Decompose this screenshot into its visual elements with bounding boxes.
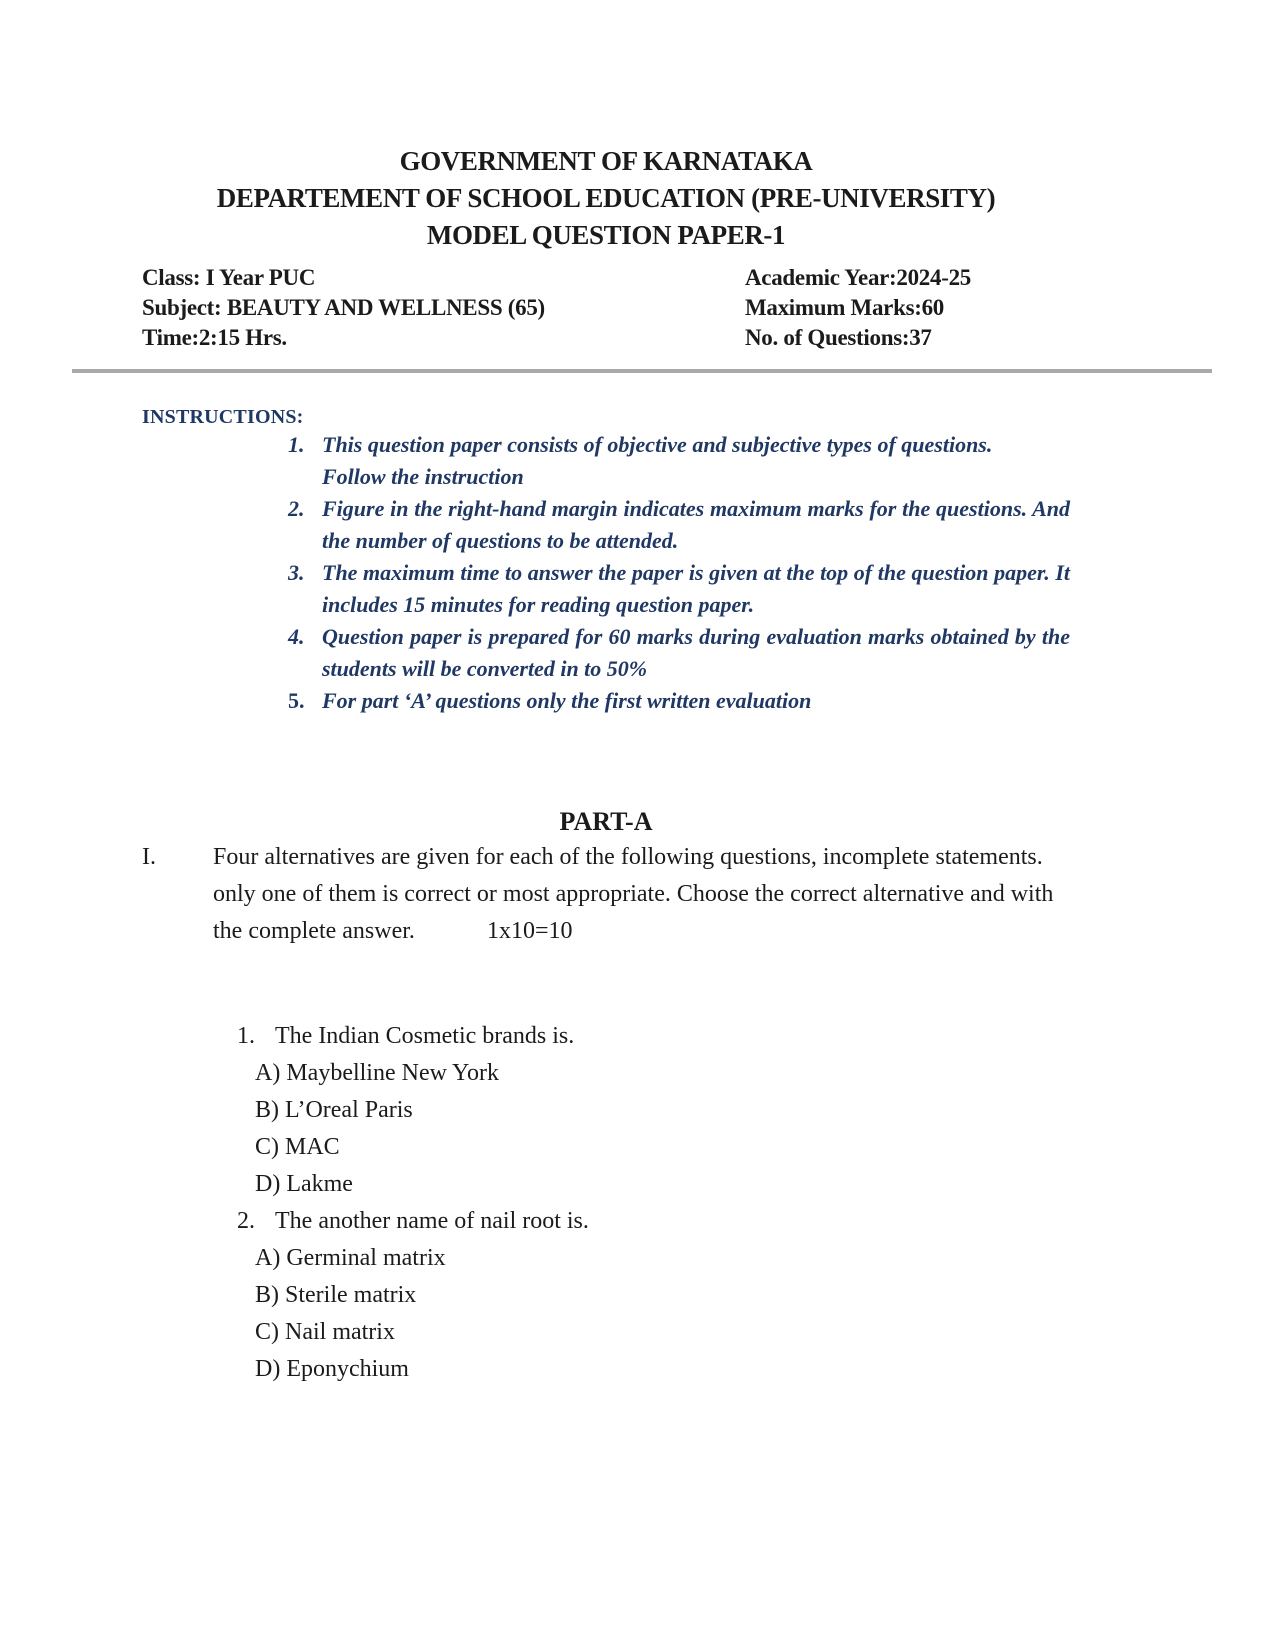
question-count-label: No. of Questions:37 bbox=[745, 325, 932, 350]
instructions-section bbox=[0, 405, 1275, 717]
paper-title: MODEL QUESTION PAPER-1 bbox=[426, 220, 786, 250]
instruction-text: This question paper consists of objective and subjective types of questions. bbox=[322, 432, 993, 457]
question-2-option-b: B) Sterile matrix bbox=[255, 1282, 417, 1308]
question-number: 1. bbox=[237, 1023, 255, 1049]
question-2-option-c: C) Nail matrix bbox=[255, 1319, 395, 1345]
meta-row-subject-marks bbox=[142, 293, 1070, 323]
org-title: GOVERNMENT OF KARNATAKA bbox=[399, 146, 813, 176]
question-2-option-d: D) Eponychium bbox=[255, 1356, 409, 1382]
instruction-text: Question paper is prepared for 60 marks during evaluation marks obtained by the students will be converted in to 50% bbox=[322, 624, 1070, 681]
meta-row-time-questions bbox=[142, 323, 1070, 353]
question-1-option-a: A) Maybelline New York bbox=[255, 1060, 499, 1086]
question-2-option-a: A) Germinal matrix bbox=[255, 1245, 446, 1271]
section-numeral: I. bbox=[142, 844, 156, 870]
question-1-option-d: D) Lakme bbox=[255, 1171, 353, 1197]
max-marks-label: Maximum Marks:60 bbox=[745, 295, 944, 320]
time-label: Time:2:15 Hrs. bbox=[142, 325, 287, 350]
meta-row-class-year bbox=[142, 263, 1070, 293]
paper-meta bbox=[142, 263, 1070, 353]
paper-header bbox=[142, 0, 1070, 254]
question-text: The another name of nail root is. bbox=[275, 1208, 589, 1234]
instruction-item bbox=[288, 621, 1070, 685]
instructions-heading: INSTRUCTIONS: bbox=[142, 406, 304, 428]
instruction-number: 3. bbox=[288, 560, 305, 585]
instruction-subtext: Follow the instruction bbox=[322, 464, 524, 489]
question-1-option-b: B) L’Oreal Paris bbox=[255, 1097, 413, 1123]
instruction-item bbox=[288, 557, 1070, 621]
class-label: Class: I Year PUC bbox=[142, 265, 316, 290]
question-1 bbox=[237, 1018, 1275, 1055]
intro-text: Four alternatives are given for each of the following questions, incomplete statements. only one of them is correct or most appropriate. Choose the correct alternative and with the complete answer. bbox=[213, 844, 1054, 944]
instruction-item bbox=[288, 493, 1070, 557]
header-divider bbox=[72, 369, 1212, 373]
instruction-item bbox=[288, 429, 1070, 493]
question-list bbox=[237, 1018, 1275, 1388]
instruction-text: For part ‘A’ questions only the first written evaluation bbox=[322, 688, 812, 713]
department-title: DEPARTEMENT OF SCHOOL EDUCATION (PRE-UNIVERSITY) bbox=[216, 183, 996, 213]
instruction-number: 2. bbox=[288, 496, 305, 521]
instruction-text: Figure in the right-hand margin indicates maximum marks for the questions. And the number of questions to be attended. bbox=[322, 496, 1070, 553]
marks-scheme: 1x10=10 bbox=[486, 918, 573, 944]
question-number: 2. bbox=[237, 1208, 255, 1234]
instruction-number: 1. bbox=[288, 432, 305, 457]
question-1-option-c: C) MAC bbox=[255, 1134, 340, 1160]
instruction-number: 5. bbox=[288, 688, 305, 713]
part-a-heading: PART-A bbox=[559, 807, 653, 836]
instruction-item bbox=[288, 685, 1070, 717]
instruction-text: The maximum time to answer the paper is given at the top of the question paper. It includes 15 minutes for reading question paper. bbox=[322, 560, 1070, 617]
question-text: The Indian Cosmetic brands is. bbox=[275, 1023, 575, 1049]
question-2 bbox=[237, 1203, 1275, 1240]
section-i-intro bbox=[142, 839, 1275, 950]
subject-label: Subject: BEAUTY AND WELLNESS (65) bbox=[142, 295, 545, 320]
academic-year-label: Academic Year:2024-25 bbox=[745, 265, 971, 290]
section-intro-text bbox=[213, 839, 1065, 950]
instructions-list bbox=[288, 429, 1070, 717]
instruction-number: 4. bbox=[288, 624, 305, 649]
